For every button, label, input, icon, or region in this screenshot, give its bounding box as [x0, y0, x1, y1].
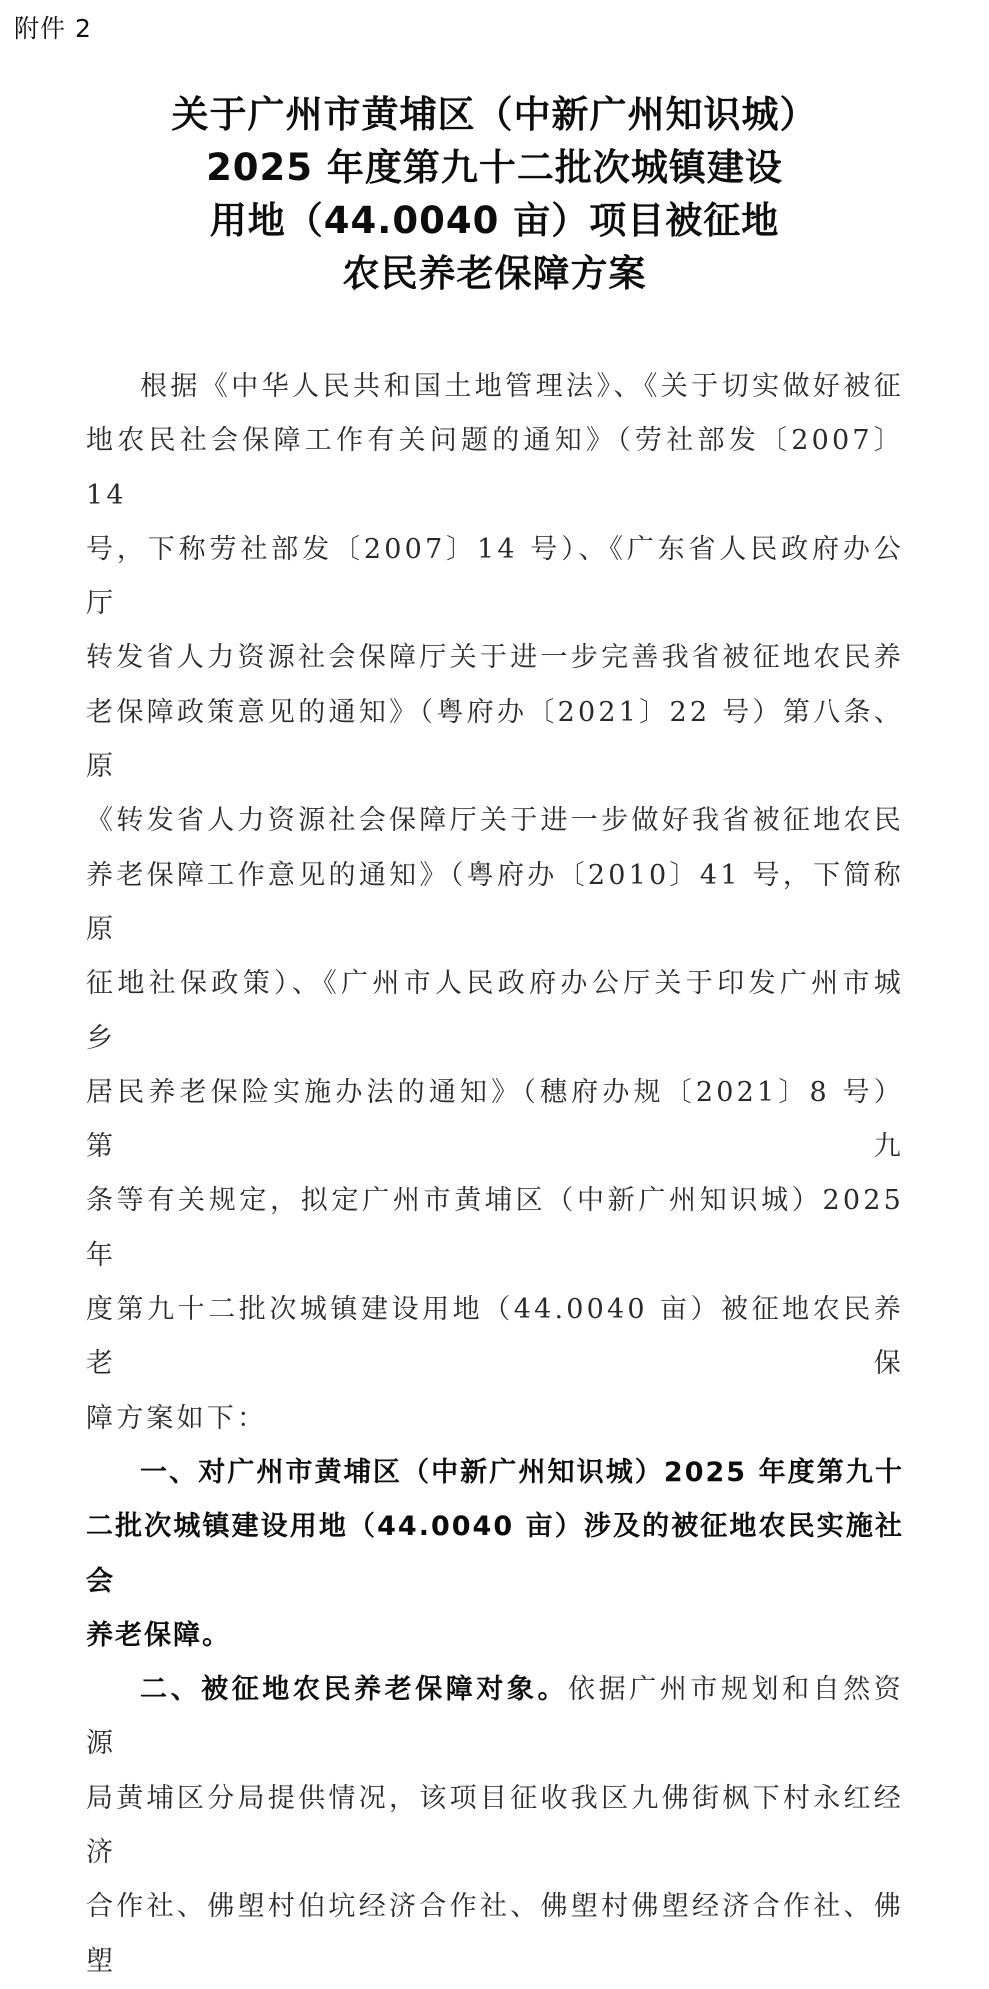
document-title: [60, 88, 929, 300]
body-line: 地农民社会保障工作有关问题的通知》（劳社部发〔2007〕14: [86, 425, 904, 511]
document-body: [86, 360, 904, 1989]
attachment-label: 附件 2: [14, 14, 92, 43]
body-line: 度第九十二批次城镇建设用地（44.0040 亩）被征地农民养老保: [86, 1294, 904, 1380]
body-line: 居民养老保险实施办法的通知》（穗府办规〔2021〕8 号）第九: [86, 1076, 904, 1163]
body-line: 征地社保政策）、《广州市人民政府办公厅关于印发广州市城乡: [86, 968, 904, 1054]
body-line: 转发省人力资源社会保障厅关于进一步完善我省被征地农民养: [86, 642, 904, 674]
body-line: 条等有关规定，拟定广州市黄埔区（中新广州知识城）2025 年: [86, 1185, 904, 1271]
body-line: 养老保障工作意见的通知》（粤府办〔2010〕41 号，下简称原: [86, 859, 904, 945]
body-line: 《转发省人力资源社会保障厅关于进一步做好我省被征地农民: [86, 805, 904, 837]
section1-line: 一、对广州市黄埔区（中新广州知识城）2025 年度第九十: [140, 1456, 904, 1488]
title-line: 2025 年度第九十二批次城镇建设: [206, 146, 783, 189]
body-line: 根据《中华人民共和国土地管理法》、《关于切实做好被征: [140, 371, 904, 402]
body-line: 号，下称劳社部发〔2007〕14 号）、《广东省人民政府办公厅: [86, 533, 904, 620]
section1-line: 二批次城镇建设用地（44.0040 亩）涉及的被征地农民实施社会: [86, 1511, 904, 1597]
body-line: 障方案如下：: [86, 1402, 268, 1434]
title-line: 农民养老保障方案: [342, 252, 647, 295]
body-line: 合作社、佛塱村伯坑经济合作社、佛塱村佛塱经济合作社、佛塱: [86, 1891, 904, 1977]
title-line: 关于广州市黄埔区（中新广州知识城）: [171, 93, 818, 136]
section2-lead: 二、被征地农民养老保障对象。: [140, 1674, 569, 1706]
body-line: 局黄埔区分局提供情况，该项目征收我区九佛街枫下村永红经济: [86, 1782, 904, 1869]
section1-line: 养老保障。: [86, 1619, 231, 1651]
section2-text: 依据广州市规划和自然资源: [86, 1674, 904, 1760]
title-line: 用地（44.0040 亩）项目被征地: [209, 199, 780, 242]
section2-first-line: [86, 1663, 904, 1772]
body-line: 老保障政策意见的通知》（粤府办〔2021〕22 号）第八条、原: [86, 696, 904, 783]
